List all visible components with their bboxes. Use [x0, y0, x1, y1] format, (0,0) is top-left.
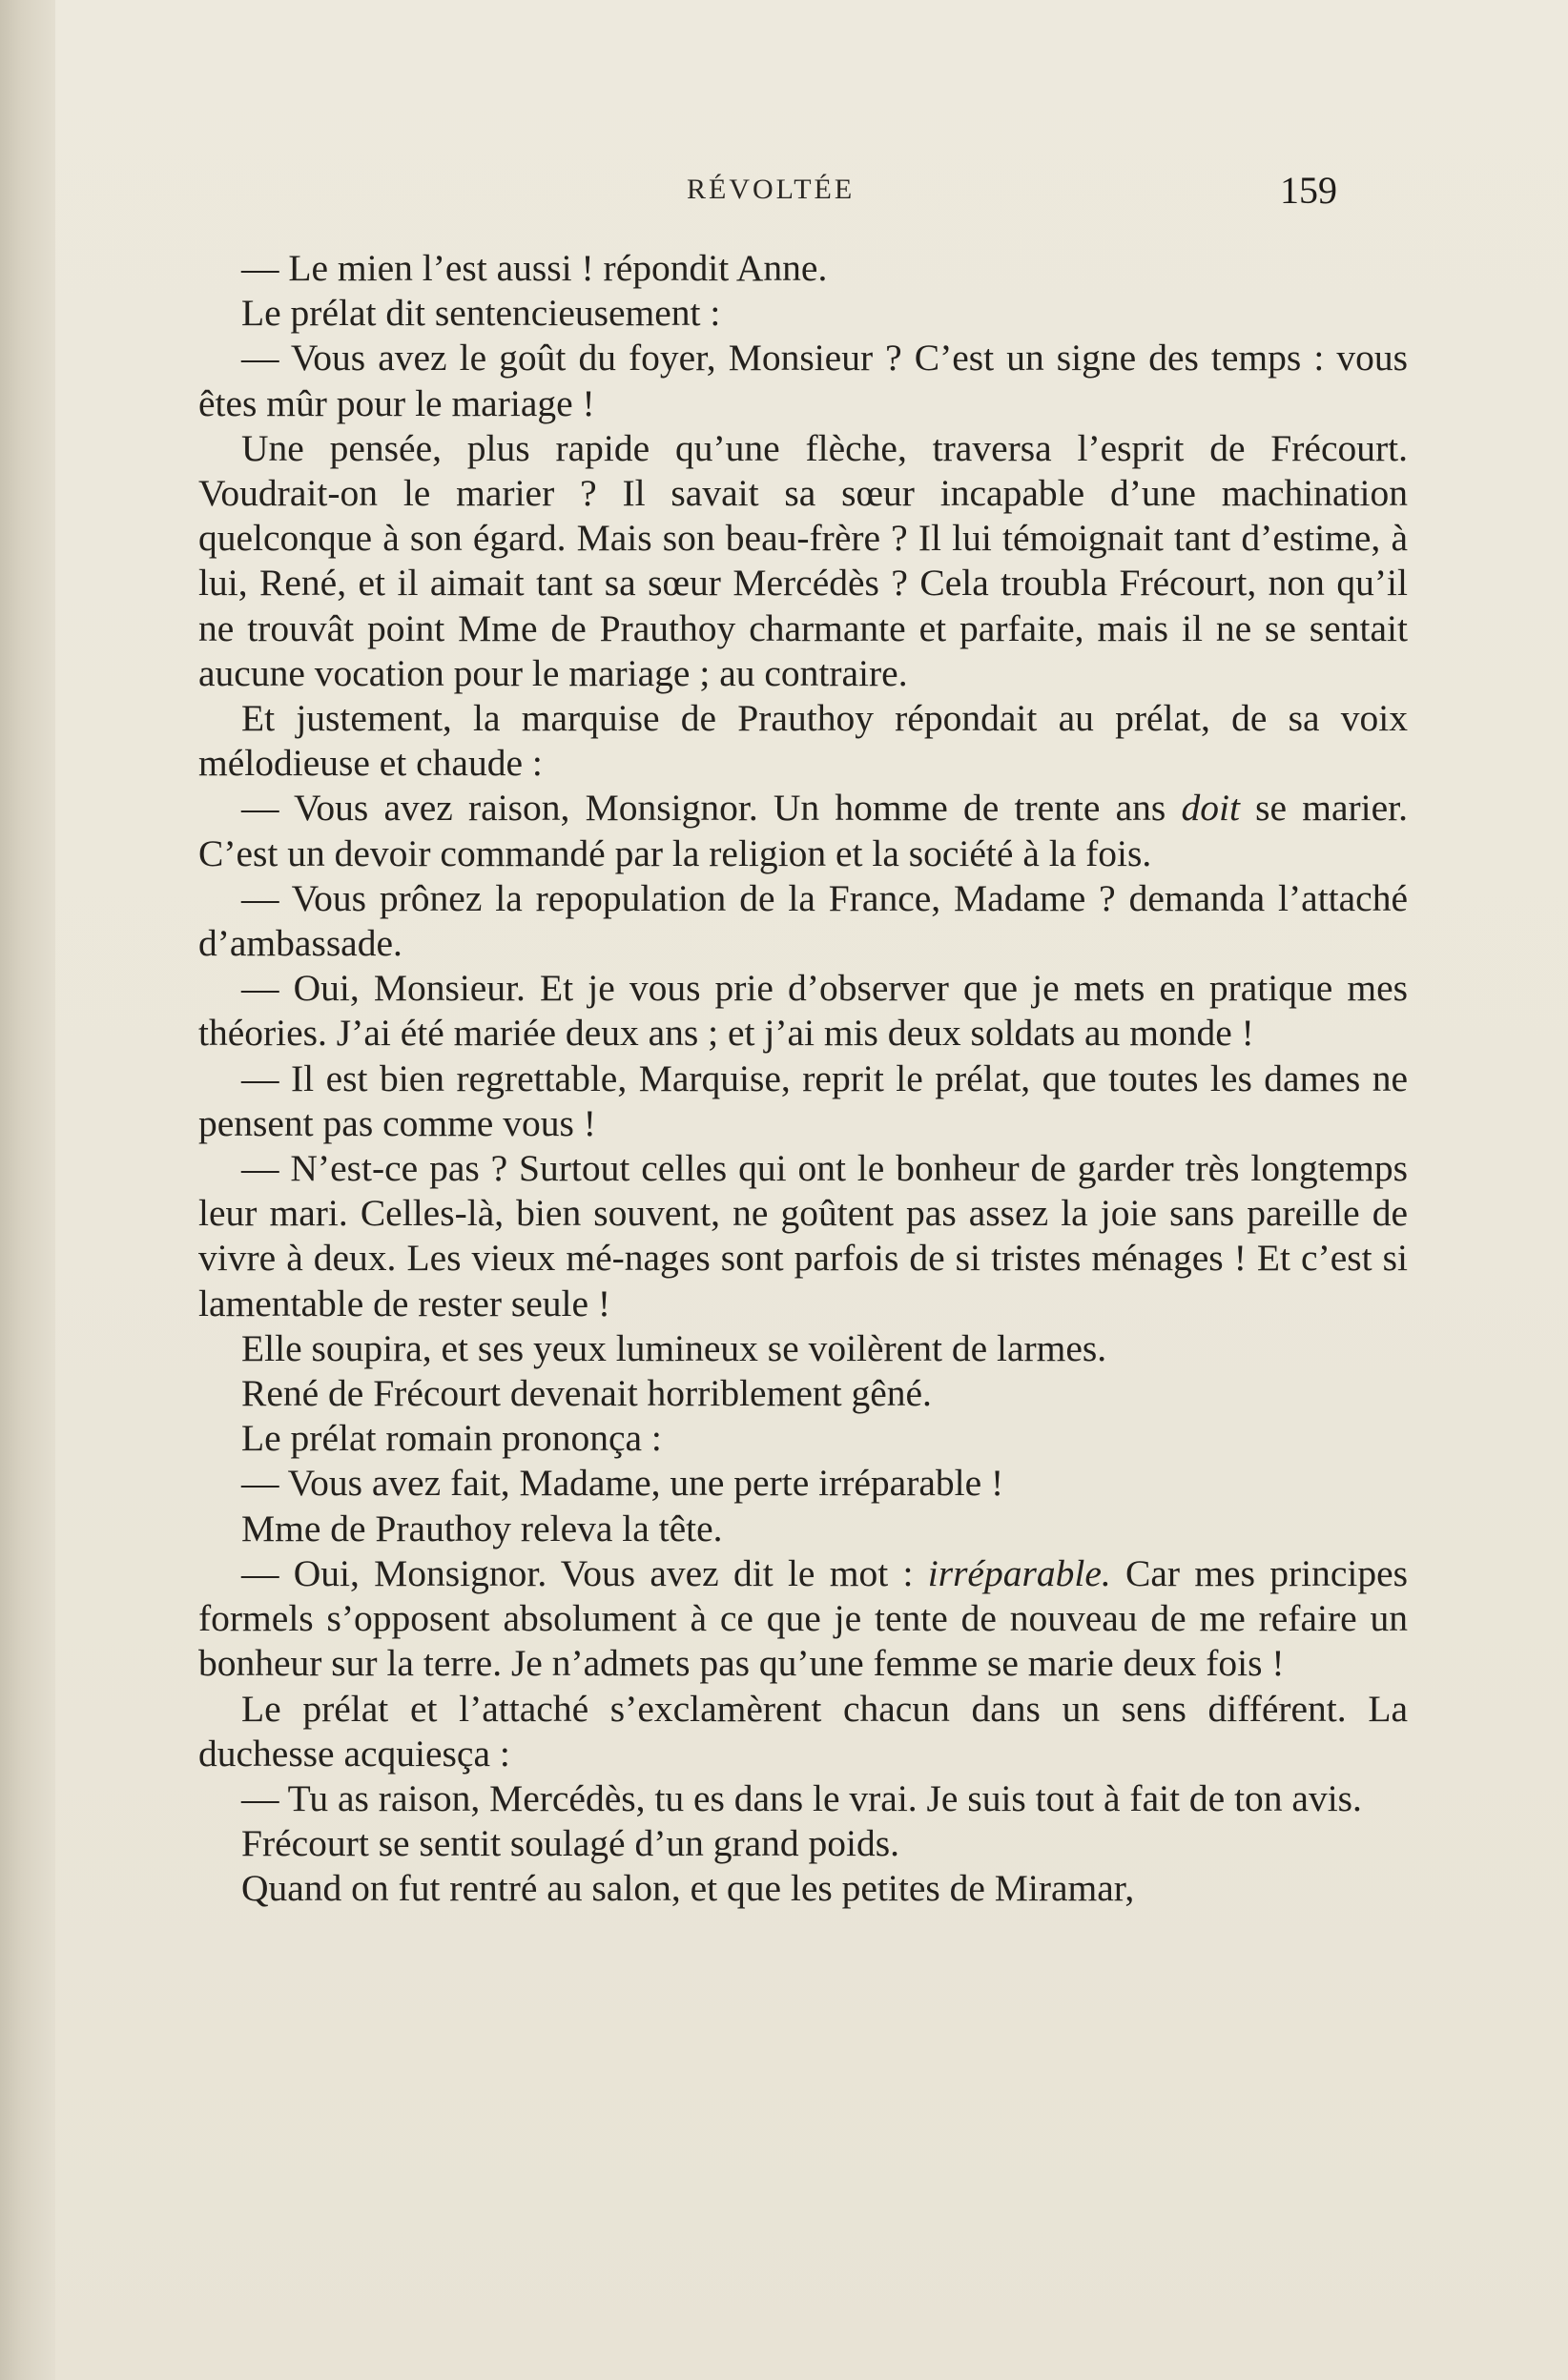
emphasis-doit: doit — [1181, 787, 1240, 830]
paragraph: Une pensée, plus rapide qu’une flèche, traversa l’esprit de Frécourt. Voudrait-on le marier ? Il savait sa sœur incapable d’une machination quelconque à son égard. Mais son beau-frère ? Il lui témoignait tant d’estime, à lui, René, et il aimait tant sa sœur Mercédès ? Cela troubla Frécourt, non qu’il ne trouvât point Mme de Prauthoy charmante et parfaite, mais il ne se sentait aucune vocation pour le mariage ; au contraire. — [198, 426, 1408, 694]
paragraph: — Oui, Monsieur. Et je vous prie d’observer que je mets en pratique mes théories. J’ai été mariée deux ans ; et j’ai mis deux soldats au monde ! — [198, 967, 1408, 1055]
paragraph: Le prélat romain prononça : — [241, 1417, 662, 1460]
paragraph: — N’est-ce pas ? Surtout celles qui ont le bonheur de garder très longtemps leur mari. Celles-là, bien souvent, ne goûtent pas assez la joie sans pareille de vivre à deux. Les vieux mé-nages sont parfois de si tristes ménages ! Et c’est si lamentable de rester seule ! — [198, 1147, 1408, 1324]
paragraph: — Le mien l’est aussi ! répondit Anne. — [241, 247, 828, 289]
paragraph: — Oui, Monsignor. Vous avez dit le mot : irréparable. Car mes principes formels s’opposent absolument à ce que je tente de nouveau de me refaire un bonheur sur la terre. Je n’admets pas qu’une femme se marie deux fois ! — [198, 1551, 1409, 1685]
paragraph: — Vous avez le goût du foyer, Monsieur ? C’est un signe des temps : vous êtes mûr pour le mariage ! — [198, 337, 1408, 424]
paragraph: — Vous avez raison, Monsignor. Un homme de trente ans doit se marier. C’est un devoir commandé par la religion et la société à la fois. — [198, 787, 1409, 874]
paragraph: — Il est bien regrettable, Marquise, reprit le prélat, que toutes les dames ne pensent pas comme vous ! — [198, 1057, 1408, 1144]
body-text — [198, 246, 1408, 1912]
book-page — [55, 0, 1568, 2380]
paragraph: — Tu as raison, Mercédès, tu es dans le vrai. Je suis tout à fait de ton avis. — [241, 1776, 1362, 1819]
paragraph: Quand on fut rentré au salon, et que les petites de Miramar, — [241, 1867, 1135, 1910]
paragraph: Le prélat et l’attaché s’exclamèrent chacun dans un sens différent. La duchesse acquiesça : — [198, 1687, 1408, 1775]
paragraph: Frécourt se sentit soulagé d’un grand poids. — [241, 1822, 900, 1865]
running-head — [55, 168, 1568, 215]
running-title: RÉVOLTÉE — [687, 174, 856, 205]
paragraph: Le prélat dit sentencieusement : — [241, 292, 721, 335]
paragraph: Mme de Prauthoy releva la tête. — [241, 1507, 723, 1549]
paragraph: — Vous avez fait, Madame, une perte irréparable ! — [241, 1462, 1004, 1505]
paragraph: Elle soupira, et ses yeux lumineux se voilèrent de larmes. — [241, 1326, 1107, 1369]
paragraph: — Vous prônez la repopulation de la France, Madame ? demanda l’attaché d’ambassade. — [198, 876, 1408, 965]
emphasis-irreparable: irréparable. — [927, 1551, 1111, 1594]
paragraph: Et justement, la marquise de Prauthoy répondait au prélat, de sa voix mélodieuse et chaude : — [198, 697, 1408, 785]
paragraph: René de Frécourt devenait horriblement gêné. — [241, 1372, 932, 1415]
page-number: 159 — [1280, 169, 1337, 212]
book-gutter — [0, 0, 55, 2380]
